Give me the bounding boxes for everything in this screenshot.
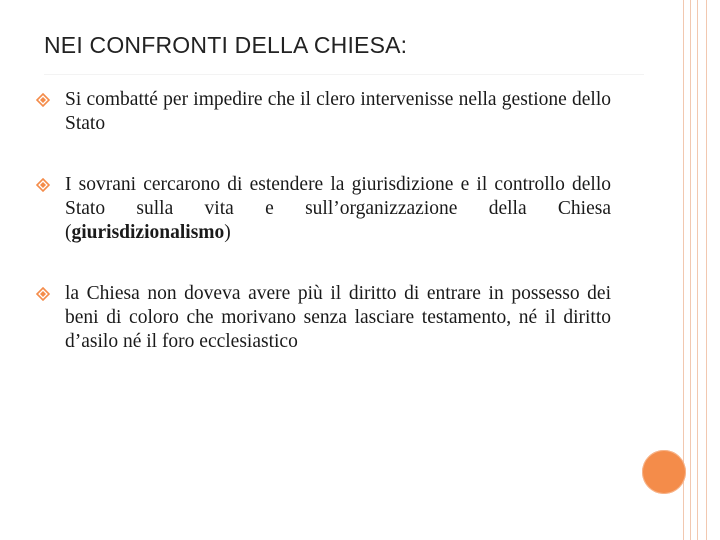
bullet-item xyxy=(36,88,611,136)
slide-title: NEI CONFRONTI DELLA CHIESA: xyxy=(44,32,408,58)
bullet-item xyxy=(36,282,611,354)
bullet-list xyxy=(36,88,611,354)
bullet-text: Si combatté per impedire che il clero intervenisse nella gestione dello Stato xyxy=(65,89,611,134)
diamond-bullet-icon xyxy=(36,93,50,107)
decorative-line xyxy=(706,0,707,540)
bullet-text-end: ) xyxy=(224,222,231,243)
decorative-line xyxy=(683,0,684,540)
bullet-text: la Chiesa non doveva avere più il diritto di entrare in possesso dei beni di coloro che morivano senza lasciare testamento, né il diritto d’asilo né il foro ecclesiastico xyxy=(65,283,611,352)
decorative-line xyxy=(690,0,691,540)
bullet-bold-term: giurisdizionalismo xyxy=(71,222,225,243)
bullet-text: I sovrani cercarono di estendere la giurisdizione e il controllo dello Stato sulla vita e sull’organizzazione della Chiesa ( xyxy=(65,174,611,243)
decorative-circle xyxy=(642,450,686,494)
diamond-bullet-icon xyxy=(36,178,50,192)
diamond-bullet-icon xyxy=(36,287,50,301)
decorative-line xyxy=(697,0,698,540)
title-divider xyxy=(44,74,644,75)
bullet-item xyxy=(36,173,611,245)
